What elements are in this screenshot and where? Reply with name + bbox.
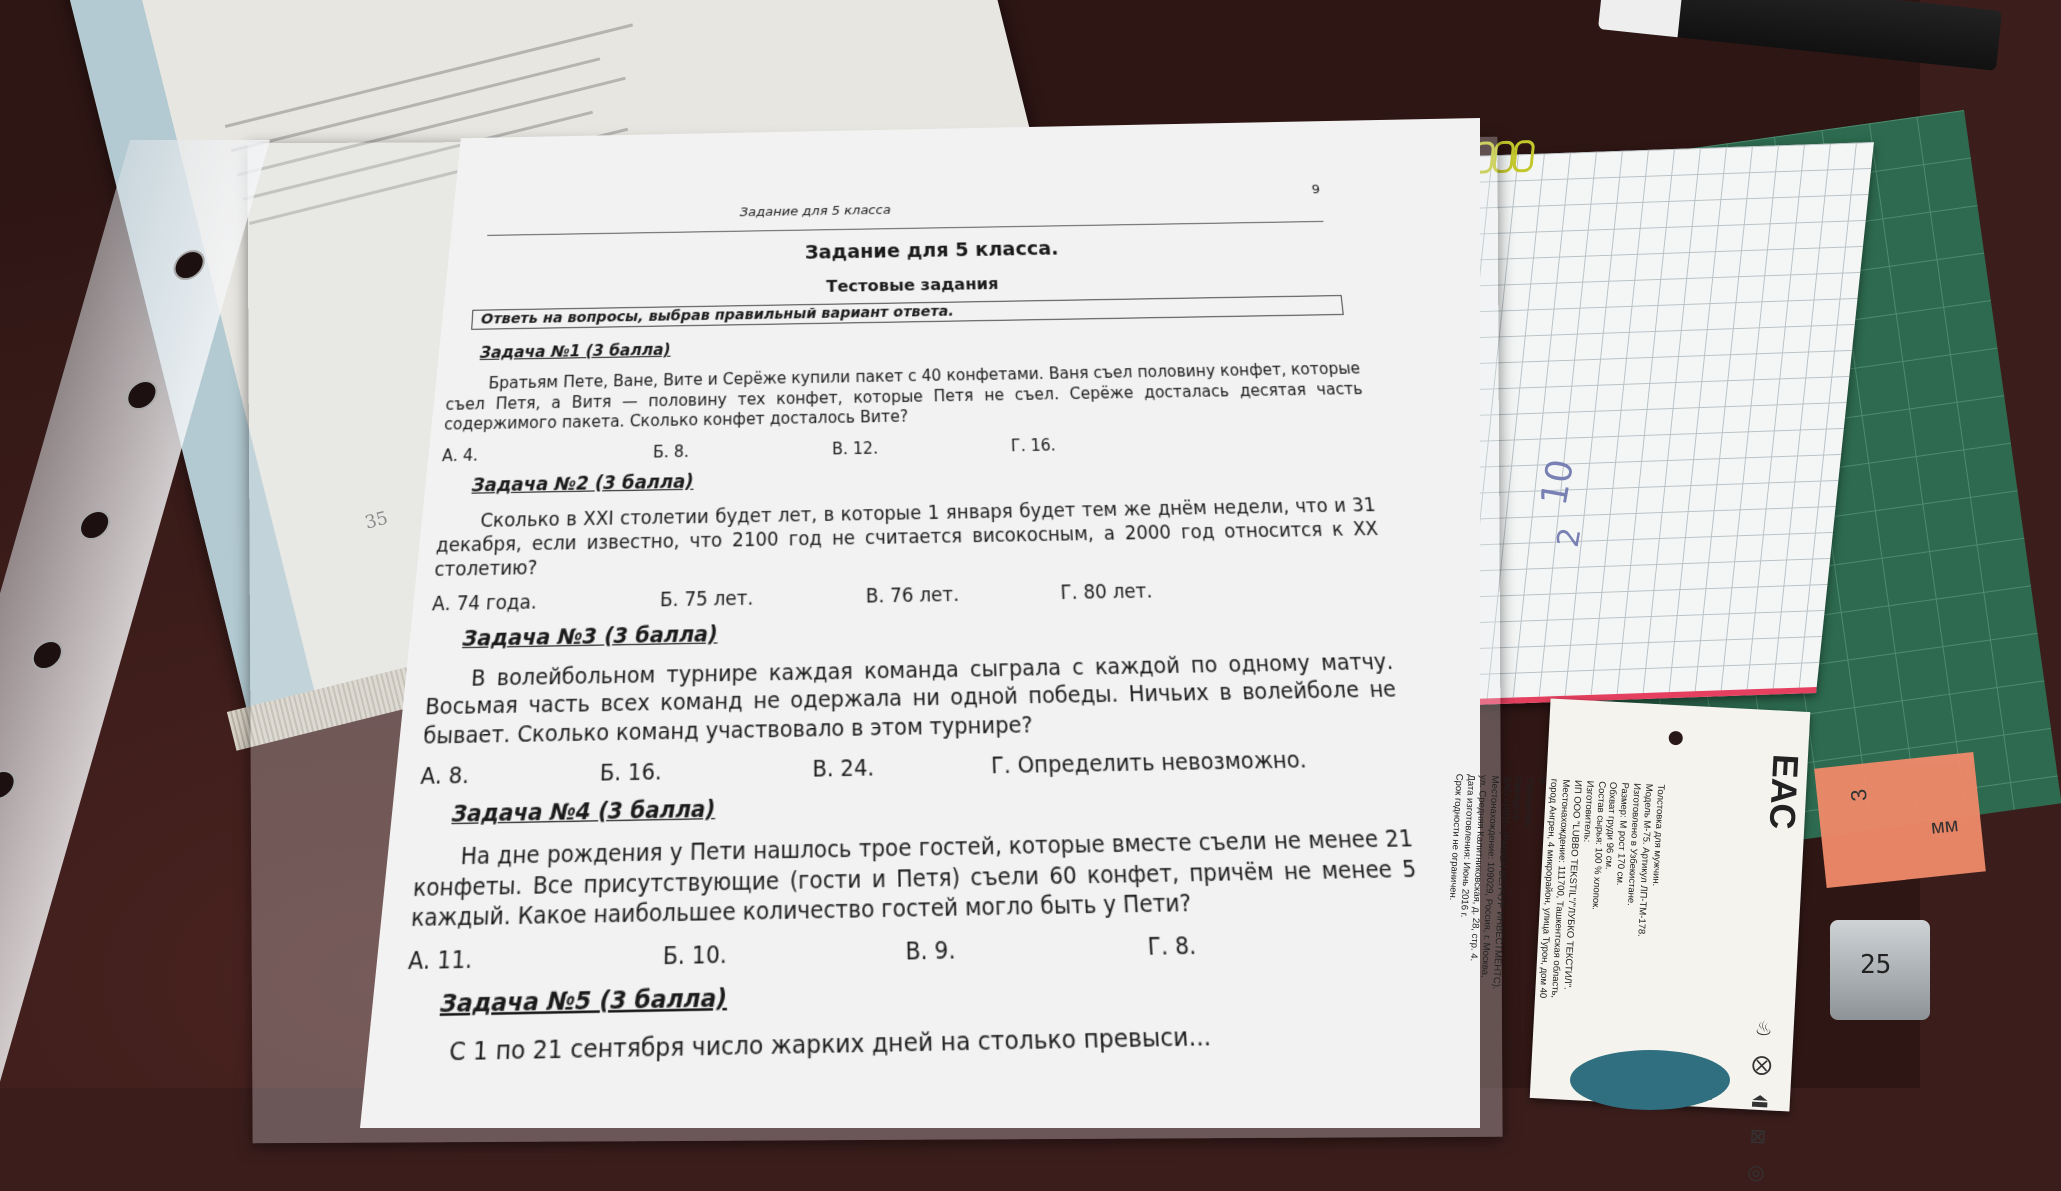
no-tumble-dry-icon: ⊠ bbox=[1749, 1123, 1768, 1149]
task-text: Сколько в XXI столетии будет лет, в которые 1 января будет тем же днём недели, что и 31 декабря, если известно, что 2100 год не считается високосным, а 2000 год относится к XX столетию? bbox=[433, 494, 1380, 582]
task-3 bbox=[420, 610, 1405, 790]
ruler-unit: мм bbox=[1929, 813, 1960, 839]
answer-option: А. 8. bbox=[419, 762, 470, 790]
running-header: Задание для 5 класса bbox=[739, 203, 891, 221]
dry-clean-icon: ◎ bbox=[1746, 1159, 1766, 1185]
punch-hole bbox=[28, 640, 67, 670]
grade-score: 10 bbox=[1533, 456, 1583, 509]
device-reading: 25 bbox=[1860, 950, 1892, 980]
task-2 bbox=[431, 459, 1385, 616]
blue-cap bbox=[1570, 1050, 1730, 1110]
answer-option: В. 9. bbox=[905, 936, 956, 966]
answer-option: Б. 8. bbox=[652, 441, 690, 462]
washing-icon: ♨ bbox=[1754, 1015, 1774, 1041]
task-text: Братьям Пете, Ване, Вите и Серёже купили пакет с 40 конфетами. Ваня съел половину конфет, которые съел Петя, а Витя — половину тех конфет, которые Петя не съел. Серёже досталась десятая часть содержимого пакета. Сколько конфет досталось Вите? bbox=[443, 359, 1364, 434]
answer-option: В. 24. bbox=[812, 755, 875, 783]
grade-score-bottom: 2 bbox=[1550, 525, 1589, 550]
measuring-device bbox=[1830, 920, 1930, 1020]
answer-option: Б. 75 лет. bbox=[659, 587, 754, 612]
ruler bbox=[1814, 752, 1986, 888]
textbook-page-number: 35 bbox=[362, 507, 391, 534]
care-icons bbox=[1735, 1009, 1784, 1191]
punch-hole bbox=[0, 770, 19, 800]
page-title: Задание для 5 класса. bbox=[804, 237, 1060, 264]
answer-option: А. 4. bbox=[441, 445, 479, 465]
page-number: 9 bbox=[1311, 182, 1321, 198]
task-text: На дне рождения у Пети нашлось трое гостей, которые вместе съели не менее 21 конфеты. Все присутствующие (гости и Петя) съели 60 конфет, причём не менее 5 каждый. Какое наибольшее количество гостей могло быть у Пети? bbox=[410, 825, 1418, 933]
task-4 bbox=[407, 783, 1425, 975]
no-bleach-icon: ⨂ bbox=[1751, 1051, 1773, 1077]
task-heading: Задача №3 (3 балла) bbox=[461, 621, 718, 652]
task-1 bbox=[442, 329, 1369, 465]
iron-icon: ⏏ bbox=[1749, 1087, 1770, 1113]
eac-mark: ЕАС bbox=[1761, 753, 1807, 831]
answer-option: Г. 80 лет. bbox=[1059, 580, 1153, 605]
task-text: В волейбольном турнире каждая команда сыграла с каждой по одному матчу. Восьмая часть всех команд не одержала ни одной победы. Ничьих в волейболе не бывает. Сколько команд участвовало в этом турнире? bbox=[422, 649, 1398, 750]
answer-option: А. 74 года. bbox=[431, 591, 538, 616]
answer-option: Б. 10. bbox=[662, 941, 728, 971]
section-subtitle: Тестовые задания bbox=[826, 274, 999, 296]
answer-option: В. 12. bbox=[832, 438, 879, 459]
punch-hole bbox=[170, 250, 209, 280]
tag-hole bbox=[1668, 731, 1683, 746]
answer-options bbox=[431, 576, 1385, 615]
task-heading: Задача №1 (3 балла) bbox=[479, 340, 671, 363]
punch-hole bbox=[123, 380, 162, 410]
ruler-number: 3 bbox=[1845, 787, 1872, 803]
task-heading: Задача №5 (3 балла) bbox=[439, 981, 728, 1019]
task-heading: Задача №4 (3 балла) bbox=[451, 796, 716, 828]
textbook-text-line bbox=[225, 23, 633, 128]
clothing-tag bbox=[1447, 698, 1811, 1185]
task-heading: Задача №2 (3 балла) bbox=[471, 471, 694, 497]
answer-options bbox=[407, 928, 1425, 975]
answer-option: А. 11. bbox=[407, 946, 474, 976]
answer-option: В. 76 лет. bbox=[865, 583, 960, 608]
test-sheet-content bbox=[330, 182, 1459, 1070]
tag-text: Толстовка для мужчин. Модель М-75. Артикул ЛП-ТМ-178. Изготовлено в Узбекистане. Размер: М рост 170 см. Обхват груди 96 см. Состав сырья: 100 % хлопок. Изготовитель: ИП ООО "LUBBO TEKSTIL"/"ЛУБКО ТЕКСТИЛ". Местонахождение: 111700, Ташкентская область, город Ангрен, 4 микрорайон, улица Турон, дом 40 а, Узбекистан. Импортер: ЗАО «РВИ» (РАШЕН ВЕНЧУР ИНВЕСТМЕНТС). Местонахождение: 109029, Россия, г. Москва, ул. Средняя Калитниковская, д. 28, стр. 4. Дата изготовления: Июнь 2016 г. Срок годности не ограничен. bbox=[1447, 773, 1667, 999]
answer-option: Б. 16. bbox=[599, 759, 663, 787]
instruction-box: Ответь на вопросы, выбрав правильный вариант ответа. bbox=[471, 295, 1344, 330]
punch-hole bbox=[75, 510, 114, 540]
task-text: С 1 по 21 сентября число жарких дней на столько превыси... bbox=[448, 1020, 1212, 1067]
answer-option: Г. 8. bbox=[1146, 932, 1197, 962]
answer-option: Г. 16. bbox=[1010, 435, 1057, 455]
spiral-ring bbox=[1512, 140, 1535, 173]
answer-option: Г. Определить невозможно. bbox=[990, 747, 1308, 780]
answer-options bbox=[442, 430, 1369, 465]
answer-options bbox=[420, 745, 1405, 789]
